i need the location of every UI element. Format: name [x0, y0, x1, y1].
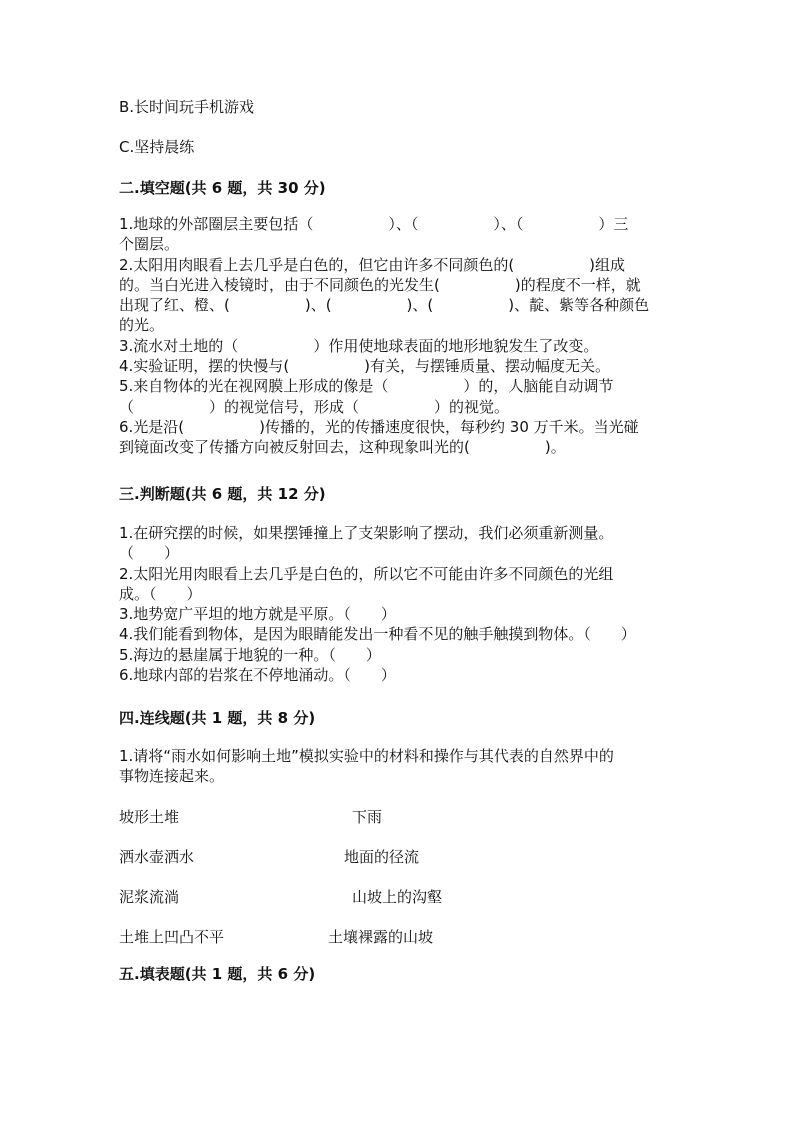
fill-line: 5.来自物体的光在视网膜上形成的像是（ ）的，人脑能自动调节: [119, 377, 614, 396]
connect-section-heading: 四.连线题(共 1 题，共 8 分): [119, 709, 316, 727]
connect-section-body: [119, 746, 679, 787]
match-right-item: 下雨: [352, 808, 383, 826]
judge-section-body: [119, 523, 679, 685]
fill-line: 到镜面改变了传播方向被反射回去，这种现象叫光的( )。: [119, 438, 566, 457]
match-left-item: 泥浆流淌: [119, 888, 180, 906]
judge-line: 5.海边的悬崖属于地貌的一种。（ ）: [119, 645, 381, 664]
fill-line: 6.光是沿( )传播的，光的传播速度很快，每秒约 30 万千米。当光碰: [119, 417, 639, 436]
match-right-item: 土壤裸露的山坡: [328, 928, 434, 946]
connect-line: 事物连接起来。: [119, 767, 225, 786]
fill-line: （ ）的视觉信号，形成（ ）的视觉。: [119, 397, 510, 416]
judge-line: 成。（ ）: [119, 584, 202, 603]
judge-line: 2.太阳光用肉眼看上去几乎是白色的，所以它不可能由许多不同颜色的光组: [119, 564, 614, 583]
judge-line: 3.地势宽广平坦的地方就是平原。（ ）: [119, 605, 396, 624]
fill-line: 个圈层。: [119, 235, 180, 254]
option-b: B.长时间玩手机游戏: [119, 98, 255, 116]
judge-section-heading: 三.判断题(共 6 题，共 12 分): [119, 485, 326, 503]
connect-line: 1.请将“雨水如何影响土地”模拟实验中的材料和操作与其代表的自然界中的: [119, 747, 614, 765]
fill-section-heading: 二.填空题(共 6 题，共 30 分): [119, 179, 326, 197]
fill-line: 2.太阳用肉眼看上去几乎是白色的，但它由许多不同颜色的( )组成: [119, 255, 626, 274]
fill-section-body: [119, 214, 679, 458]
judge-line: （ ）: [119, 544, 180, 563]
table-section-heading: 五.填表题(共 1 题，共 6 分): [119, 965, 316, 983]
match-right-item: 山坡上的沟壑: [352, 888, 443, 906]
match-left-item: 坡形土堆: [119, 808, 180, 826]
judge-line: 4.我们能看到物体，是因为眼睛能发出一种看不见的触手触摸到物体。（ ）: [119, 625, 636, 644]
judge-line: 6.地球内部的岩浆在不停地涌动。（ ）: [119, 666, 396, 685]
match-left-item: 土堆上凹凸不平: [119, 928, 225, 946]
fill-line: 4.实验证明，摆的快慢与( )有关，与摆锤质量、摆动幅度无关。: [119, 357, 611, 376]
match-right-item: 地面的径流: [344, 848, 420, 866]
fill-line: 3.流水对土地的（ ）作用使地球表面的地形地貌发生了改变。: [119, 336, 599, 355]
judge-line: 1.在研究摆的时候，如果摆锤撞上了支架影响了摆动，我们必须重新测量。: [119, 524, 614, 542]
fill-line: 1.地球的外部圈层主要包括（ ）、（ ）、（ ）三: [119, 215, 629, 233]
option-c: C.坚持晨练: [119, 138, 195, 156]
fill-line: 出现了红、橙、( )、( )、( )、靛、紫等各种颜色: [119, 296, 650, 315]
fill-line: 的。当白光进入棱镜时，由于不同颜色的光发生( )的程度不一样，就: [119, 275, 641, 294]
fill-line: 的光。: [119, 316, 165, 335]
match-left-item: 洒水壶洒水: [119, 848, 195, 866]
